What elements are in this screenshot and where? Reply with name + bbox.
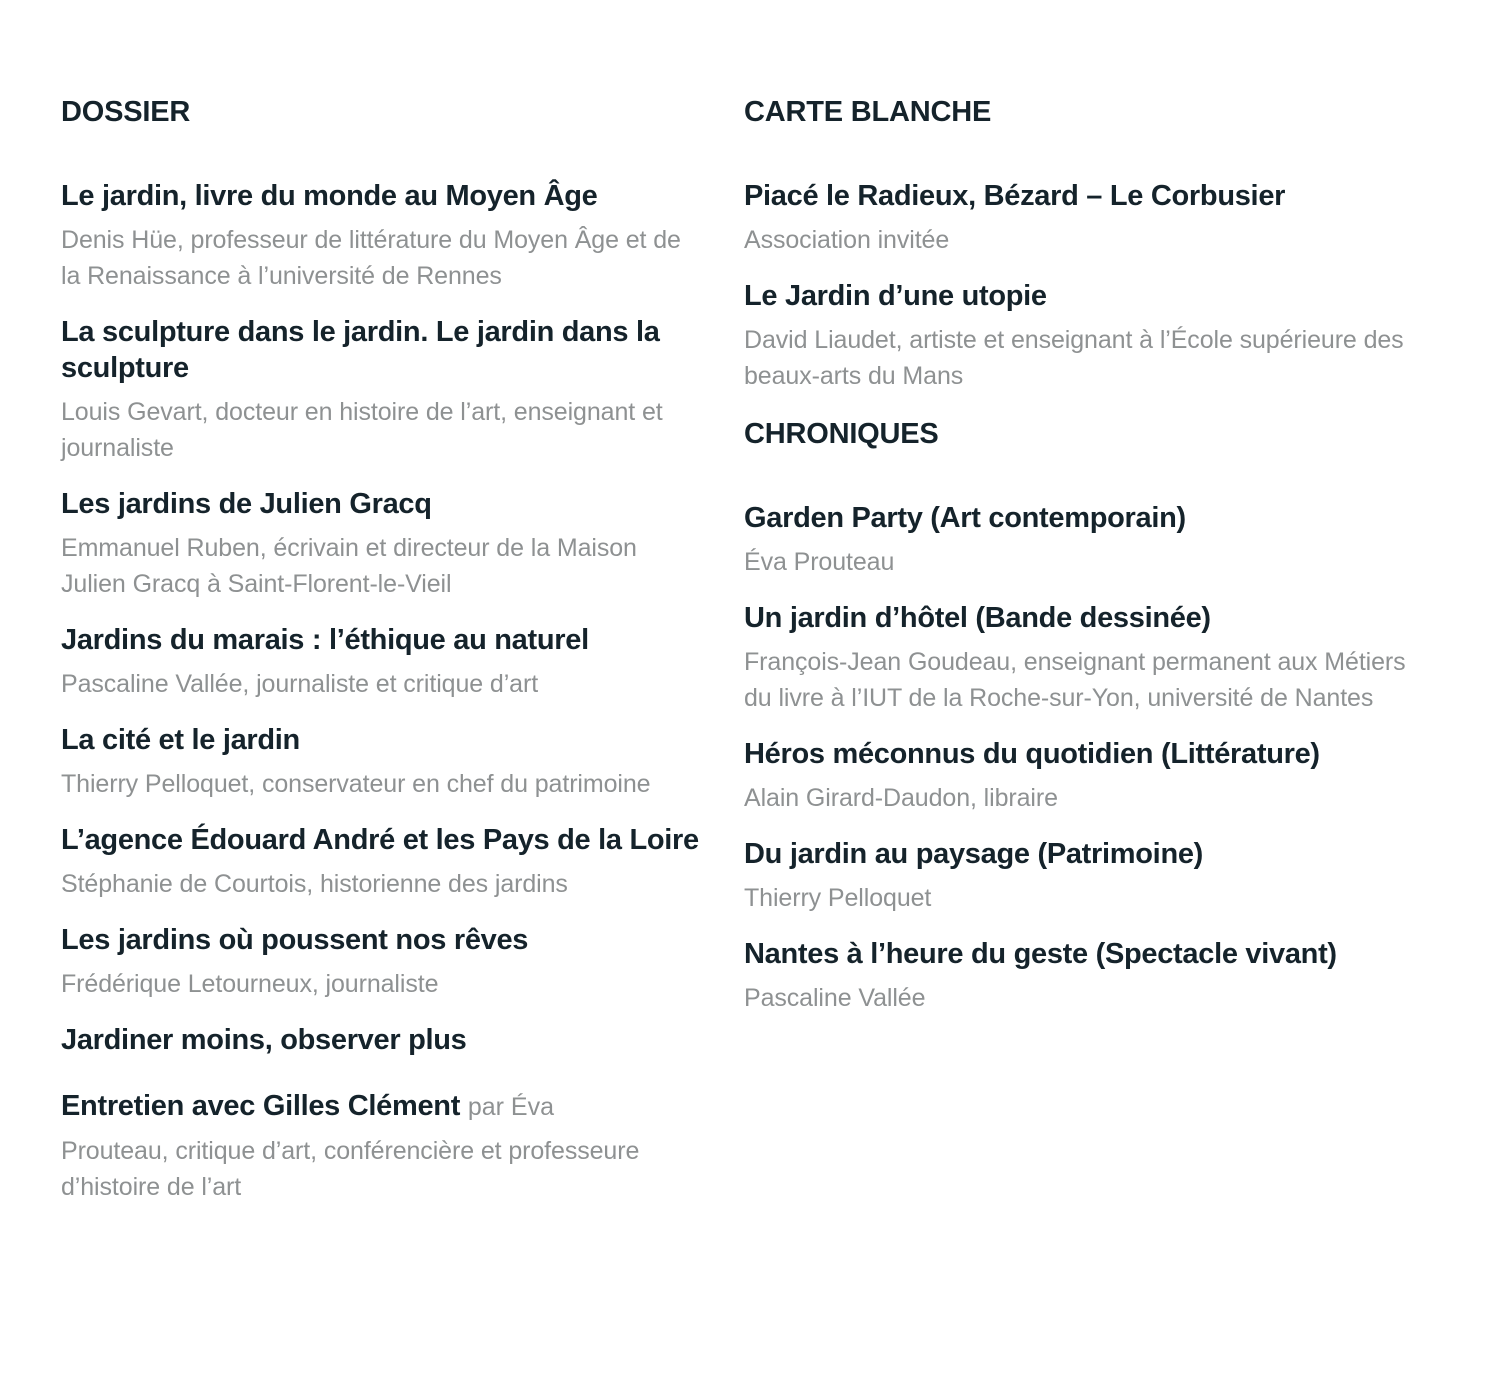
article-entry <box>61 822 701 902</box>
article-author: François-Jean Goudeau, enseignant permanent aux Métiers du livre à l’IUT de la Roche-sur-Yon, université de Nantes <box>744 648 1406 712</box>
article-title: Jardins du marais : l’éthique au naturel <box>61 624 589 656</box>
article-entry <box>61 1088 701 1205</box>
article-title: L’agence Édouard André et les Pays de la Loire <box>61 824 699 856</box>
article-entry <box>744 936 1424 1016</box>
dossier-column <box>61 92 701 1225</box>
article-author: Éva Prouteau <box>744 548 895 576</box>
article-author: Pascaline Vallée <box>744 984 926 1012</box>
article-title: Garden Party (Art contemporain) <box>744 502 1186 534</box>
article-author: Emmanuel Ruben, écrivain et directeur de la Maison Julien Gracq à Saint-Florent-le-Vieil <box>61 534 637 598</box>
article-author: Prouteau, critique d’art, conférencière et professeure d’histoire de l’art <box>61 1137 640 1201</box>
article-author: Denis Hüe, professeur de littérature du Moyen Âge et de la Renaissance à l’université de Rennes <box>61 226 681 290</box>
article-author: Stéphanie de Courtois, historienne des jardins <box>61 870 568 898</box>
article-entry <box>61 178 701 294</box>
right-column <box>744 92 1424 1036</box>
article-entry <box>744 500 1424 580</box>
article-author: Association invitée <box>744 226 950 254</box>
article-author: David Liaudet, artiste et enseignant à l’École supérieure des beaux-arts du Mans <box>744 326 1404 390</box>
article-author: Thierry Pelloquet <box>744 884 932 912</box>
article-author: Frédérique Letourneux, journaliste <box>61 970 439 998</box>
article-entry <box>61 1022 701 1058</box>
article-title: Les jardins de Julien Gracq <box>61 488 432 520</box>
article-entry <box>744 278 1424 394</box>
article-title: Piacé le Radieux, Bézard – Le Corbusier <box>744 180 1286 212</box>
article-title: Nantes à l’heure du geste (Spectacle vivant) <box>744 938 1337 970</box>
carte-blanche-heading: CARTE BLANCHE <box>744 96 992 128</box>
article-entry <box>61 622 701 702</box>
chroniques-heading: CHRONIQUES <box>744 418 939 450</box>
article-title: Le jardin, livre du monde au Moyen Âge <box>61 180 598 212</box>
article-title: Du jardin au paysage (Patrimoine) <box>744 838 1204 870</box>
article-author-inline: par Éva <box>467 1093 555 1121</box>
article-entry <box>61 922 701 1002</box>
article-author: Pascaline Vallée, journaliste et critique d’art <box>61 670 539 698</box>
article-entry <box>744 736 1424 816</box>
article-title: La sculpture dans le jardin. Le jardin dans la sculpture <box>61 316 660 384</box>
article-title-text: Entretien avec Gilles Clément <box>61 1090 461 1122</box>
article-title: La cité et le jardin <box>61 724 300 756</box>
article-entry <box>61 486 701 602</box>
article-entry <box>744 600 1424 716</box>
article-author: Louis Gevart, docteur en histoire de l’art, enseignant et journaliste <box>61 398 663 462</box>
article-title: Les jardins où poussent nos rêves <box>61 924 529 956</box>
article-entry <box>744 836 1424 916</box>
article-title <box>61 1088 701 1125</box>
article-title: Héros méconnus du quotidien (Littérature) <box>744 738 1320 770</box>
article-title: Un jardin d’hôtel (Bande dessinée) <box>744 602 1211 634</box>
article-author: Alain Girard-Daudon, libraire <box>744 784 1058 812</box>
article-title: Jardiner moins, observer plus <box>61 1024 467 1056</box>
article-author: Thierry Pelloquet, conservateur en chef du patrimoine <box>61 770 651 798</box>
article-entry <box>744 178 1424 258</box>
article-entry <box>61 314 701 466</box>
article-entry <box>61 722 701 802</box>
article-title: Le Jardin d’une utopie <box>744 280 1047 312</box>
dossier-heading: DOSSIER <box>61 96 191 128</box>
